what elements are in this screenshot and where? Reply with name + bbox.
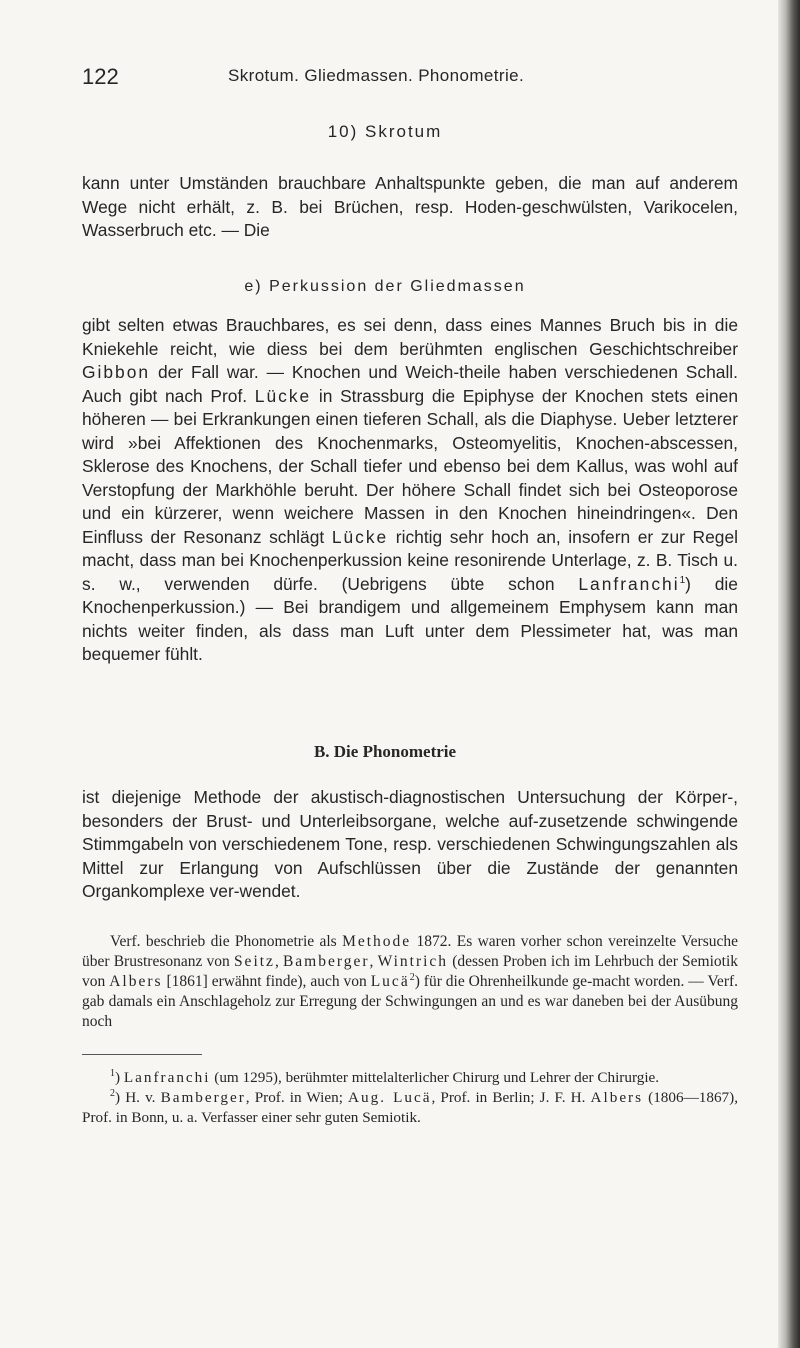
footnote-2: $^2$) H. v. Bamberger, Prof. in Wien; Aug. Lucä, Prof. in Berlin; J. F. H. Albers (1806—1867), Prof. in Bonn, u. a. Verfasser einer sehr guten Semiotik.: [82, 1087, 738, 1126]
text-run: [1861] erwähnt finde), auch von: [162, 973, 371, 990]
name-luecke: Lücke: [331, 526, 389, 547]
paragraph-phonometrie: [82, 786, 738, 904]
text-run: ,: [369, 953, 378, 970]
section-heading-perkussion: [0, 278, 770, 296]
paragraph-perkussion-text: [82, 314, 738, 667]
paragraph-perkussion: [82, 314, 738, 667]
paragraph-skrotum-text: kann unter Umständen brauchbare Anhaltspunkte geben, die man auf anderem Wege nicht erhält, z. B. bei Brüchen, resp. Hoden-geschwülsten, Varikocelen, Wasserbruch etc. — Die: [82, 173, 738, 240]
text-run: (dessen Proben ich im Lehrbuch der Semiotik von: [82, 953, 738, 990]
word-methode: Methode: [342, 933, 412, 950]
text-run: ) die Knochenperkussion.) — Bei brandigem und allgemeinem Emphysem kann man nichts weiter finden, als dass man Luft unter dem Plessimeter hat, was man bequemer fühlt.: [82, 573, 738, 664]
name-bamberger: Bamberger: [282, 953, 370, 970]
page-edge-shadow: [778, 0, 800, 1348]
text-run: der Fall war. — Knochen und Weich-theile haben verschiedenen Schall. Auch gibt nach Prof.: [82, 362, 738, 406]
text-run: Verf. beschrieb die Phonometrie als: [110, 933, 343, 950]
paragraph-verfasser-text: [82, 932, 738, 1032]
name-albers: Albers: [109, 973, 163, 990]
name-luca: Lucä: [370, 973, 410, 990]
name-seitz: Seitz: [233, 953, 275, 970]
text-run: H. v.: [125, 1089, 161, 1106]
name-lanfranchi: Lanfranchi: [123, 1069, 211, 1086]
paragraph-skrotum: [82, 172, 738, 243]
text-run: , Prof. in Wien;: [245, 1089, 349, 1106]
running-head: [0, 64, 770, 94]
section-heading-phonometrie-text: B. Die Phonometrie: [313, 742, 457, 761]
footnote-mark: 1: [110, 1067, 115, 1079]
footnote-ref-1: 1: [679, 574, 686, 586]
text-run: (um 1295), berühmter mittelalterlicher Chirurg und Lehrer der Chirurgie.: [210, 1069, 660, 1086]
page-number: 122: [82, 64, 119, 89]
text-run: , Prof. in Berlin; J. F. H.: [431, 1089, 591, 1106]
text-run: ) für die Ohrenheilkunde ge-macht worden. — Verf. gab damals ein Anschlageholz zur Erregung der Schwingungen an und es war daneben bei der Ausübung noch: [82, 973, 739, 1030]
name-wintrich: Wintrich: [377, 953, 449, 970]
name-bamberger: Bamberger: [160, 1089, 246, 1106]
footnote-ref-2: 2: [409, 971, 415, 983]
text-run: gibt selten etwas Brauchbares, es sei denn, dass eines Mannes Bruch bis in die Kniekehle reicht, wie diess bei dem berühmten englischen Geschichtschreiber: [82, 315, 738, 359]
text-run: (1806—1867), Prof. in Bonn, u. a. Verfasser einer sehr guten Semiotik.: [82, 1089, 738, 1126]
paragraph-verfasser: [82, 932, 738, 1032]
section-heading-perkussion-text: e) Perkussion der Gliedmassen: [244, 278, 526, 295]
running-title: Skrotum. Gliedmassen. Phonometrie.: [228, 66, 525, 85]
text-run: 1872. Es waren vorher schon vereinzelte Versuche über Brustresonanz von: [82, 933, 738, 970]
name-gibbon: Gibbon: [82, 362, 151, 382]
name-lanfranchi: Lanfranchi: [578, 573, 680, 594]
section-heading-skrotum-text: 10) Skrotum: [327, 122, 443, 141]
footnotes: [82, 1068, 738, 1128]
text-run: ,: [274, 953, 283, 970]
text-run: in Strassburg die Epiphyse der Knochen stets einen höheren — bei Erkrankungen einen tieferen Schall, als die Diaphyse. Ueber letzterer wird »bei Affektionen des Knochenmarks, Osteomyelitis, Knochen-abscessen, Sklerose des Knochens, der Schall tiefer und ebenso bei dem Kallus, was wohl auf Verstopfung der Markhöhle beruht. Der höhere Schall findet sich bei Osteoporose und ein kürzerer, wenn weichere Massen in den Knochen hineindringen«. Den Einfluss der Resonanz schlägt: [82, 385, 738, 547]
name-luca: Aug. Lucä: [348, 1089, 432, 1106]
section-heading-skrotum: [0, 122, 770, 142]
footnote-mark: 2: [110, 1087, 115, 1099]
text-run: richtig sehr hoch an, insofern er zur Regel macht, dass man bei Knochenperkussion keine resonirende Unterlage, z. B. Tisch u. s. w., verwenden dürfe. (Uebrigens übte schon: [82, 526, 738, 594]
footnote-1: $^1$) Lanfranchi (um 1295), berühmter mittelalterlicher Chirurg und Lehrer der Chirurgie.: [110, 1067, 660, 1086]
footnote-divider: [82, 1054, 202, 1055]
section-heading-phonometrie: [0, 742, 770, 762]
name-albers: Albers: [590, 1089, 644, 1106]
name-luecke: Lücke: [254, 385, 312, 406]
paragraph-phonometrie-text: ist diejenige Methode der akustisch-diagnostischen Untersuchung der Körper-, besonders der Brust- und Unterleibsorgane, welche auf-zusetzende schwingende Stimmgabeln von verschiedenem Tone, resp. verschiedenen Schwingungszahlen als Mittel zur Erlangung von Aufschlüssen über die Zustände der genannten Organkomplexe ver-wendet.: [82, 787, 738, 901]
